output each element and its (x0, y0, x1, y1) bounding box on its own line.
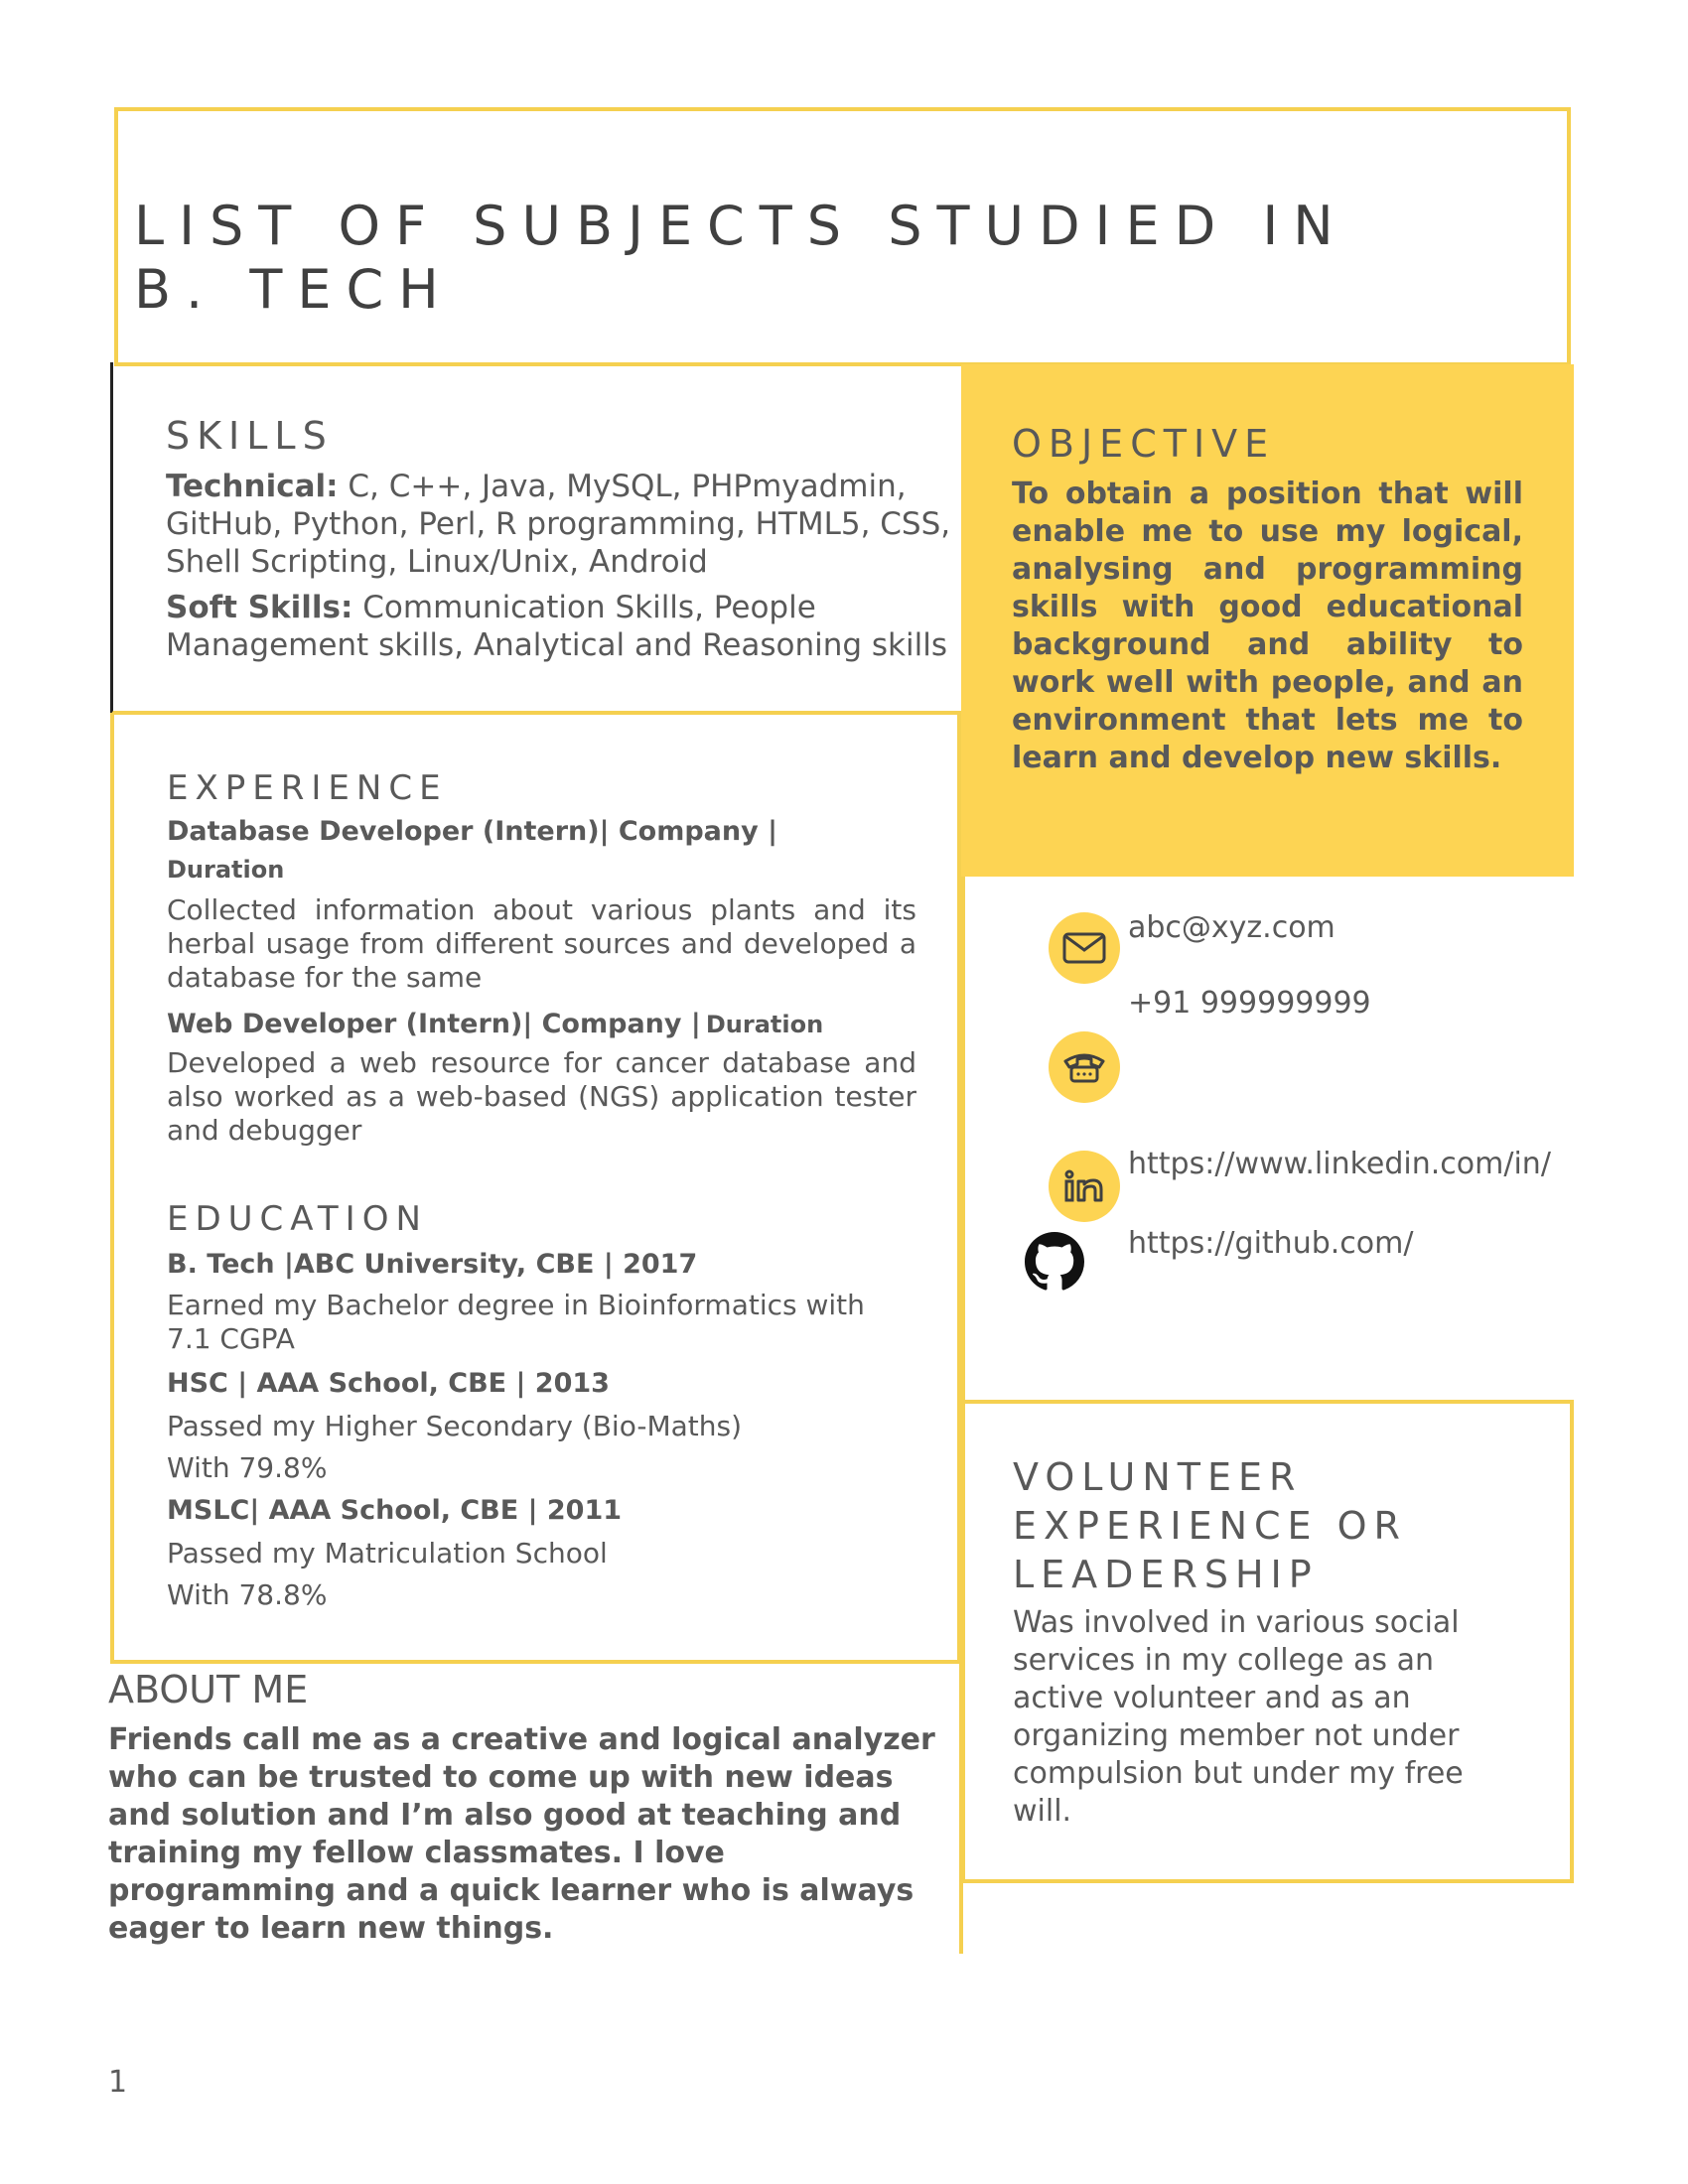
linkedin-link[interactable]: https://www.linkedin.com/in/ (1128, 1147, 1551, 1181)
job-duration: Duration (167, 856, 285, 884)
soft-label: Soft Skills: (166, 590, 353, 625)
about-text: Friends call me as a creative and logical analyzer who can be trusted to come up with new ideas and solution and I’m also good at teaching and training my fellow classmates. I love programming and a quick learner who is always eager to learn new things. (108, 1722, 935, 1946)
volunteer-section (961, 1400, 1574, 1883)
github-icon (1025, 1232, 1084, 1292)
title-box (114, 107, 1571, 366)
about-heading: ABOUT ME (108, 1668, 309, 1711)
job-description: Developed a web resource for cancer database and also worked as a web-based (NGS) application tester and debugger (167, 1046, 916, 1147)
volunteer-heading: VOLUNTEER EXPERIENCE OR LEADERSHIP (1013, 1455, 1407, 1596)
divider-line (959, 1664, 963, 1954)
contact-section (961, 877, 1574, 1403)
job-description: Collected information about various plants and its herbal usage from different sources and developed a database for the same (167, 893, 916, 994)
linkedin-icon (1049, 1151, 1120, 1222)
technical-label: Technical: (166, 469, 339, 504)
education-title: MSLC| AAA School, CBE | 2011 (167, 1495, 623, 1526)
education-detail: Earned my Bachelor degree in Bioinformatics with 7.1 CGPA (167, 1289, 865, 1355)
experience-heading: EXPERIENCE (167, 768, 448, 808)
page-title: LIST OF SUBJECTS STUDIED IN B. TECH (134, 195, 1348, 321)
page-number: 1 (108, 2065, 128, 2100)
email-icon (1049, 912, 1120, 984)
education-grade: With 79.8% (167, 1451, 328, 1484)
technical-text: C, C++, Java, MySQL, PHPmyadmin, GitHub, Python, Perl, R programming, HTML5, CSS, Shell Scripting, Linux/Unix, Android (166, 469, 951, 580)
soft-text: Communication Skills, People Management skills, Analytical and Reasoning skills (166, 590, 947, 663)
job-title: Database Developer (Intern)| Company | (167, 816, 777, 847)
education-grade: With 78.8% (167, 1578, 328, 1611)
education-title: B. Tech |ABC University, CBE | 2017 (167, 1249, 698, 1280)
objective-section (961, 364, 1574, 877)
skills-heading: SKILLS (166, 414, 334, 458)
soft-skills (166, 589, 960, 664)
objective-text: To obtain a position that will enable me to use my logical, analysing and programming skills with good educational background and ability to work well with people, and an environment that lets me to learn and develop new skills. (1012, 477, 1523, 775)
education-heading: EDUCATION (167, 1199, 428, 1239)
skills-section (110, 362, 961, 715)
objective-heading: OBJECTIVE (1012, 422, 1276, 466)
email-link[interactable]: abc@xyz.com (1128, 910, 1336, 945)
technical-skills (166, 468, 960, 581)
experience-education-section (110, 713, 961, 1664)
volunteer-text: Was involved in various social services in my college as an active volunteer and as an organizing member not under compulsion but under my free will. (1013, 1605, 1464, 1829)
education-title: HSC | AAA School, CBE | 2013 (167, 1368, 610, 1399)
phone-number[interactable]: +91 999999999 (1128, 986, 1371, 1021)
phone-icon (1049, 1031, 1120, 1103)
job-title: Web Developer (Intern)| Company | Duration (167, 1009, 824, 1039)
education-detail: Passed my Higher Secondary (Bio-Maths) (167, 1410, 743, 1442)
education-detail: Passed my Matriculation School (167, 1537, 608, 1570)
github-link[interactable]: https://github.com/ (1128, 1226, 1414, 1261)
